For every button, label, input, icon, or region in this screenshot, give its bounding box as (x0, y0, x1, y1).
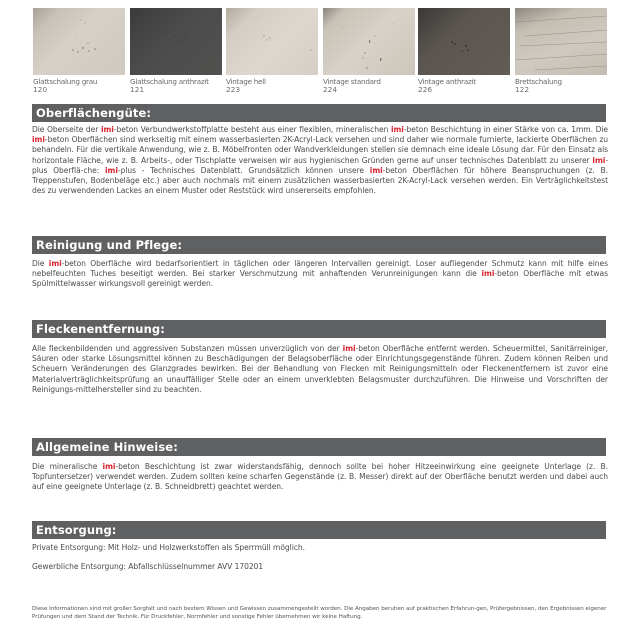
swatch-card (33, 8, 125, 94)
swatch-photo-vintage-anthrazit (418, 8, 510, 75)
section-heading-entsorgung: Entsorgung: (32, 521, 606, 539)
swatch-name: Vintage hell (226, 77, 266, 86)
section-heading-oberflaechenguete: Oberflächengüte: (32, 104, 606, 122)
swatch-code: 121 (130, 85, 145, 94)
section-heading-fleckenentfernung: Fleckenentfernung: (32, 320, 606, 338)
swatch-card (323, 8, 415, 94)
swatch-card (226, 8, 318, 94)
text: Die Oberseite der (32, 125, 101, 134)
swatch-code: 120 (33, 85, 48, 94)
swatch-card (515, 8, 607, 94)
swatch-code: 122 (515, 85, 530, 94)
text: Die (32, 259, 49, 268)
brand-name: imi (32, 135, 45, 145)
entsorgung-gewerblich: Gewerbliche Entsorgung: Abfallschlüsselnummer AVV 170201 (32, 562, 264, 571)
text: -plus - Technisches Datenblatt. Grundsätzlich können unsere (117, 165, 370, 175)
brand-name: imi (100, 125, 114, 134)
text: -beton Oberfläche entfernt werden. Scheuermittel, Sanitärreiniger, Säuren oder starke Lösungsmittel können zu Beschädigungen der Belagsoberfläche oder Einrichtungsgegenstände führen. Zudem können Reiben und Scheuern Veränderungen des Glanzgrades bewirken. Bei der Behandlung von Flecken mit Reinigungsmitteln oder Fleckenentfernern ist zuvor eine Materialverträglichkeitsprüfung an unauffälliger Stelle oder an einem unverklebten Belagsmuster durchzuführen. Die Hinweise und Vorschriften der Reinigungs-mittelhersteller sind zu beachten. (32, 344, 608, 394)
swatch-photo-vintage-standard (323, 8, 415, 75)
brand-name: imi (102, 462, 116, 471)
text: -beton Oberfläche mit etwas Spülmittelwasser wirkungsvoll gereinigt werden. (32, 269, 608, 289)
brand-name: imi (481, 269, 495, 279)
section-text-hinweise (32, 462, 608, 493)
swatch-name: Vintage anthrazit (418, 77, 476, 86)
swatch-gallery (33, 8, 607, 98)
swatch-name: Brettschalung (515, 77, 562, 86)
swatch-photo-glattschalung-anthrazit (130, 8, 222, 75)
brand-name: imi (48, 259, 62, 268)
swatch-code: 223 (226, 85, 241, 94)
brand-name: imi (390, 125, 404, 134)
swatch-photo-glattschalung-grau (33, 8, 125, 75)
swatch-card (418, 8, 510, 94)
swatch-photo-brettschalung (515, 8, 607, 75)
text: -beton Verbundwerkstoffplatte besteht aus einer flexiblen, mineralischen (113, 125, 391, 134)
swatch-name: Glattschalung anthrazit (130, 77, 209, 86)
text: Alle fleckenbildenden und aggressiven Substanzen müssen unverzüglich von der (32, 344, 343, 353)
swatch-code: 224 (323, 85, 338, 94)
brand-name: imi (369, 165, 383, 175)
section-text-reinigung (32, 259, 608, 290)
text: -beton Beschichtung ist zwar widerstandsfähig, dennoch sollte bei hoher Hitzeeinwirkung eine geeignete Unterlage (z. B. Topfuntersetzer) verwendet werden. Zudem sollten keine scharfen Gegenstände (z. B. Messer) direkt auf der Oberfläche benutzt werden und dabei auch auf eine geeignete Unterlage (z. B. Schneidbrett) geachtet werden. (32, 462, 608, 492)
swatch-code: 226 (418, 85, 433, 94)
entsorgung-private: Private Entsorgung: Mit Holz- und Holzwerkstoffen als Sperrmüll möglich. (32, 543, 305, 552)
brand-name: imi (592, 155, 606, 165)
swatch-name: Glattschalung grau (33, 77, 98, 86)
section-text-oberflaechenguete (32, 125, 608, 196)
brand-name: imi (105, 165, 118, 175)
swatch-card (130, 8, 222, 94)
section-heading-hinweise: Allgemeine Hinweise: (32, 438, 606, 456)
text: -plus Oberflä-che: (32, 155, 608, 175)
brand-name: imi (342, 344, 356, 353)
swatch-photo-vintage-hell (226, 8, 318, 75)
text: -beton Beschichtung in einer Stärke von ca. 1mm. Die (403, 125, 608, 134)
section-heading-reinigung: Reinigung und Pflege: (32, 236, 606, 254)
text: -beton Oberfläche wird bedarfsorientiert in täglichen oder längeren Intervallen gereinigt. Loser aufliegender Schmutz kann mit hilfe eines nebelfeuchten Tuches beseitigt werden. Bei starker Verschmutzung mit anhaftenden Verunreinigungen kann die (32, 259, 608, 279)
text: -beton Oberflächen sind werkseitig mit einem wasserbasierten 2K-Acryl-Lack versehen und sind daher wie normale furnierte, lackierte Oberflächen zu behandeln. Für die vertikale Anwendung, wie z. B. Möbelfronten oder Wandverkleidungen stellen sie demnach eine ideale Lösung dar. Für den Einsatz als horizontale Fläche, wie z. B. Arbeits-, oder Tischplatte verweisen wir aus hygienischen Gründen gerne auf unser technisches Datenblatt zu unserer (32, 135, 608, 165)
text: Die mineralische (32, 462, 103, 471)
swatch-name: Vintage standard (323, 77, 381, 86)
text: -beton Oberflächen für höhere Beanspruchungen (z. B. Treppenstufen, Bodenbeläge etc.) aber auch nochmals mit einem zusätzlichen wasserbasierten 2K-Acryl-Lack versehen werden. Ein Verträglichkeitstest des zu verwendenden Lackes an einem Muster oder Reststück wird unsererseits empfohlen. (32, 165, 608, 196)
disclaimer: Diese Informationen sind mit großer Sorgfalt und nach bestem Wissen und Gewissen zusammengestellt worden. Die Angaben beruhen auf praktischen Erfahrun-gen, Prüfergebnissen, den Ergebnissen eigener Prüfungen und dem Stand der Technik. Für Druckfehler, Normfehler und sonstige Fehler übernehmen wir keine Haftung. (32, 606, 607, 620)
section-text-fleckenentfernung (32, 344, 608, 395)
